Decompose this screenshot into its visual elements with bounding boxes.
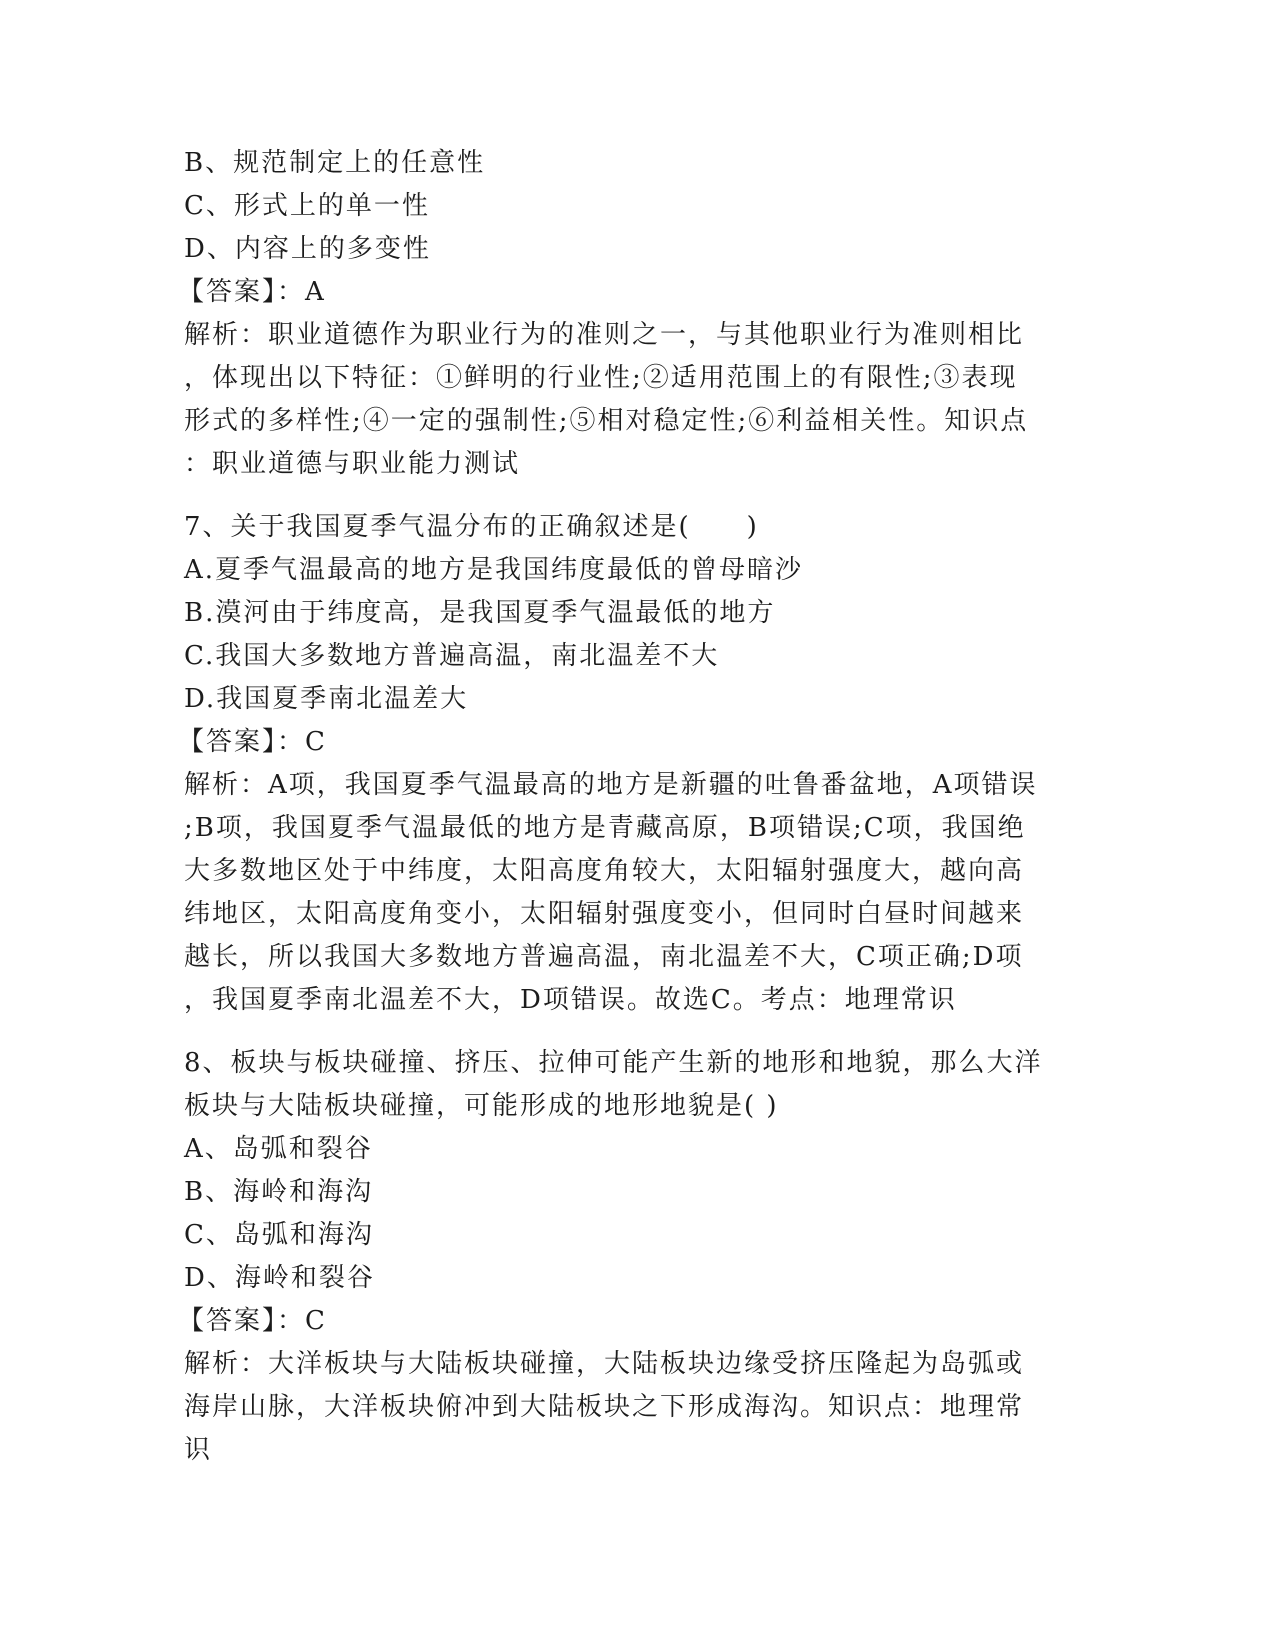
option-b: B、海岭和海沟 <box>184 1177 374 1207</box>
answer: 【答案】：A <box>178 277 326 307</box>
question-7 <box>178 506 1064 1022</box>
question-6 <box>178 142 1064 486</box>
option-a: A、岛弧和裂谷 <box>184 1134 373 1164</box>
analysis-line: 海岸山脉，大洋板块俯冲到大陆板块之下形成海沟。知识点：地理常 <box>184 1392 1025 1422</box>
analysis-line: 解析：A项，我国夏季气温最高的地方是新疆的吐鲁番盆地，A项错误 <box>184 770 1038 800</box>
option-c: C、岛弧和海沟 <box>184 1220 374 1250</box>
answer: 【答案】：C <box>178 727 327 757</box>
analysis-line: 解析：职业道德作为职业行为的准则之一，与其他职业行为准则相比 <box>184 320 1025 350</box>
analysis-line: 纬地区，太阳高度角变小，太阳辐射强度变小，但同时白昼时间越来 <box>184 899 1025 929</box>
question-text: 板块与大陆板块碰撞，可能形成的地形地貌是( ) <box>184 1091 779 1121</box>
option-b: B、规范制定上的任意性 <box>184 148 486 178</box>
option-d: D.我国夏季南北温差大 <box>184 684 469 714</box>
analysis-line: ，我国夏季南北温差不大，D项错误。故选C。考点：地理常识 <box>184 985 957 1015</box>
option-c: C、形式上的单一性 <box>184 191 430 221</box>
option-d: D、海岭和裂谷 <box>184 1263 375 1293</box>
option-a: A.夏季气温最高的地方是我国纬度最低的曾母暗沙 <box>184 555 804 585</box>
document-content <box>178 142 1064 1472</box>
analysis-line: 越长，所以我国大多数地方普遍高温，南北温差不大，C项正确;D项 <box>184 942 1024 972</box>
option-c: C.我国大多数地方普遍高温，南北温差不大 <box>184 641 720 671</box>
analysis-line: ;B项，我国夏季气温最低的地方是青藏高原，B项错误;C项，我国绝 <box>184 813 1026 843</box>
option-b: B.漠河由于纬度高，是我国夏季气温最低的地方 <box>184 598 776 628</box>
analysis-line: 解析：大洋板块与大陆板块碰撞，大陆板块边缘受挤压隆起为岛弧或 <box>184 1349 1025 1379</box>
analysis-line: ：职业道德与职业能力测试 <box>184 449 521 479</box>
question-text: 7、关于我国夏季气温分布的正确叙述是( ) <box>184 512 759 542</box>
analysis-line: 识 <box>184 1435 213 1465</box>
analysis-line: 大多数地区处于中纬度，太阳高度角较大，太阳辐射强度大，越向高 <box>184 856 1025 886</box>
option-d: D、内容上的多变性 <box>184 234 431 264</box>
answer: 【答案】：C <box>178 1306 327 1336</box>
analysis-line: ，体现出以下特征：①鲜明的行业性;②适用范围上的有限性;③表现 <box>184 363 1018 393</box>
question-text: 8、板块与板块碰撞、挤压、拉伸可能产生新的地形和地貌，那么大洋 <box>184 1048 1043 1078</box>
analysis-line: 形式的多样性;④一定的强制性;⑤相对稳定性;⑥利益相关性。知识点 <box>184 406 1029 436</box>
question-8 <box>178 1042 1064 1472</box>
